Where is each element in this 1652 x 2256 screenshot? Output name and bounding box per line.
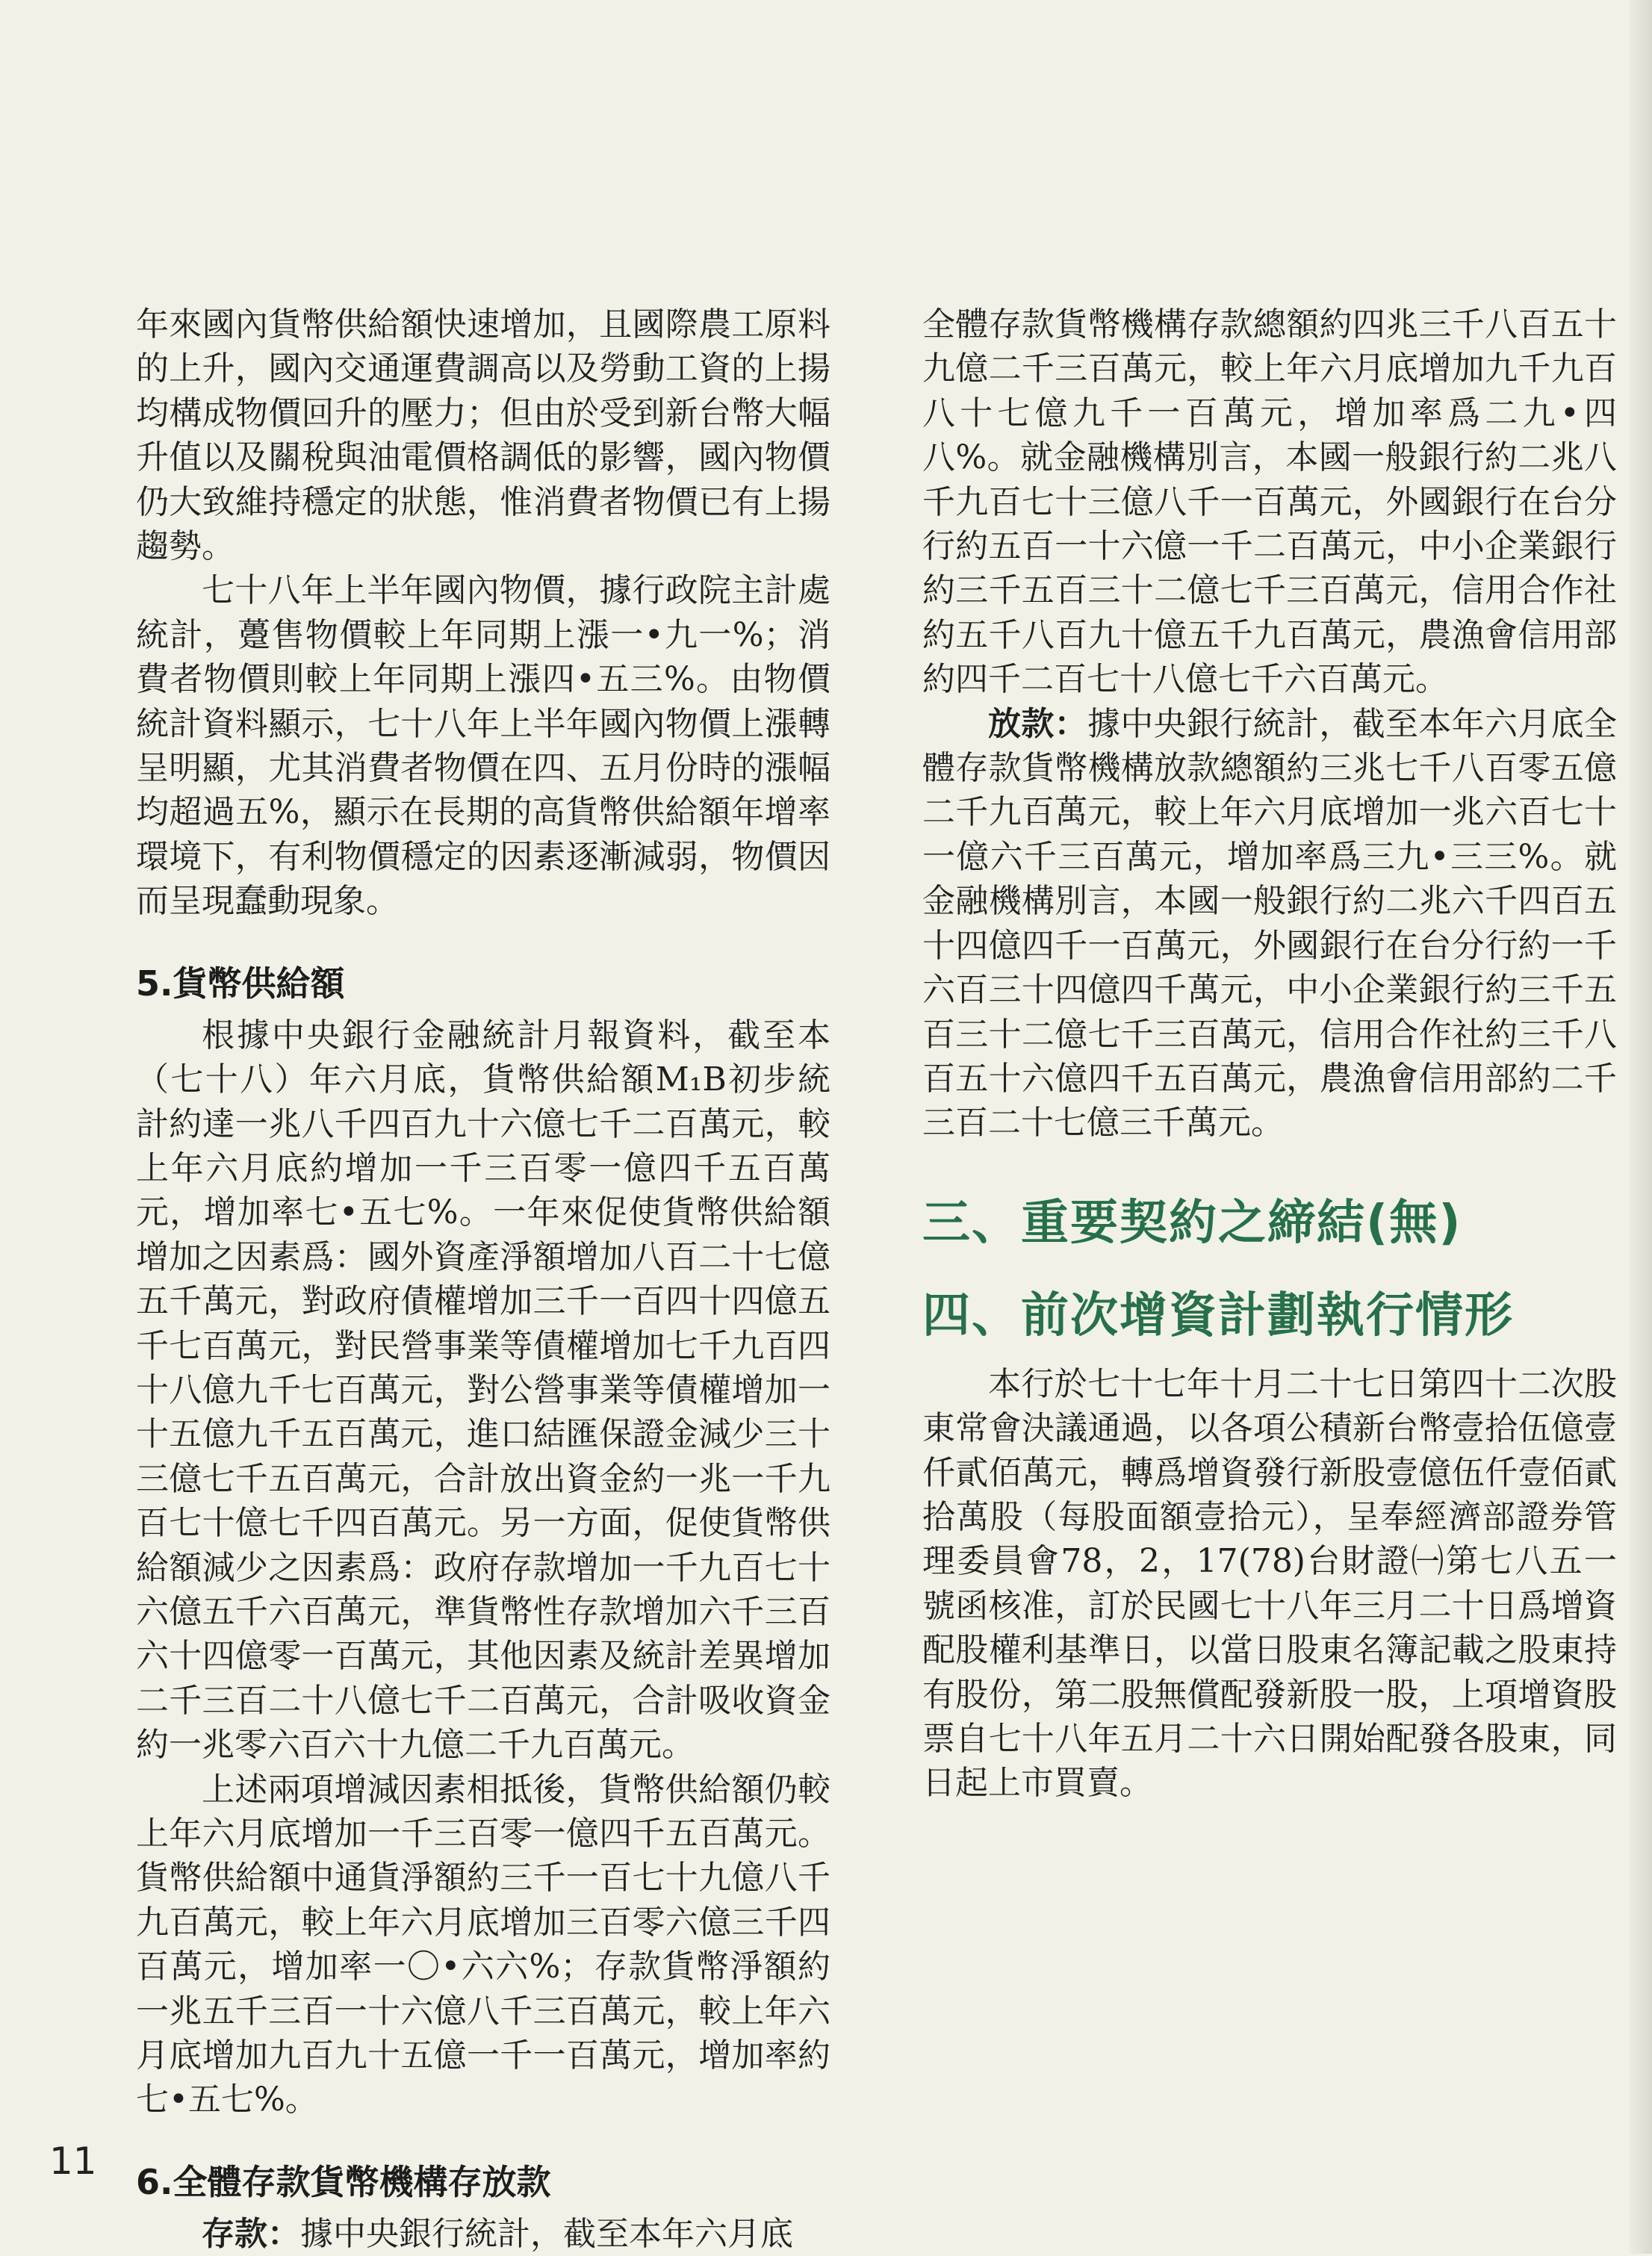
paragraph-money-supply-2: 上述兩項增減因素相抵後，貨幣供給額仍較上年六月底增加一千三百零一億四千五百萬元。貨幣供給額中通貨淨額約三千一百七十九億八千九百萬元，較上年六月底增加三百零六億三千四百萬元，增加率一〇•六六%；存款貨幣淨額約一兆五千三百一十六億八千三百萬元，較上年六月底增加九百九十五億一千一百萬元，增加率約七•五七%。 [136, 1770, 830, 2119]
section-heading-deposits-loans: 6.全體存款貨幣機構存放款 [136, 2161, 551, 2202]
chapter-heading-capital-increase: 四、前次增資計劃執行情形 [922, 1287, 1514, 1343]
paragraph-deposits-start [136, 2212, 830, 2256]
loans-text: 據中央銀行統計，截至本年六月底全體存款貨幣機構放款總額約三兆七千八百零五億二千九百萬元，較上年六月底增加一兆六百七十一億六千三百萬元，增加率爲三九•三三%。就金融機構別言，本國一般銀行約二兆六千四百五十四億四千一百萬元，外國銀行在台分行約一千六百三十四億四千萬元，中小企業銀行約三千五百三十二億七千三百萬元，信用合作社約三千八百五十六億四千五百萬元，農漁會信用部約二千三百二十七億三千萬元。 [922, 704, 1617, 1143]
page-edge-shadow [1630, 0, 1652, 2254]
right-column [922, 302, 1617, 1806]
deposits-text-start: 據中央銀行統計，截至本年六月底 [300, 2214, 793, 2253]
left-column [136, 302, 830, 2256]
loans-label: 放款： [988, 704, 1087, 743]
section-heading-money-supply: 5.貨幣供給額 [136, 963, 345, 1004]
paragraph-money-supply-1: 根據中央銀行金融統計月報資料，截至本（七十八）年六月底，貨幣供給額M₁B初步統計約達一兆八千四百九十六億七千二百萬元，較上年六月底約增加一千三百零一億四千五百萬元，增加率七•五七%。一年來促使貨幣供給額增加之因素爲：國外資產淨額增加八百二十七億五千萬元，對政府債權增加三千一百四十四億五千七百萬元，對民營事業等債權增加七千九百四十八億九千七百萬元，對公營事業等債權增加一十五億九千五百萬元，進口結匯保證金減少三十三億七千五百萬元，合計放出資金約一兆一千九百七十億七千四百萬元。另一方面，促使貨幣供給額減少之因素爲：政府存款增加一千九百七十六億五千六百萬元，準貨幣性存款增加六千三百六十四億零一百萬元，其他因素及統計差異增加二千三百二十八億七千二百萬元，合計吸收資金約一兆零六百六十九億二千九百萬元。 [136, 1016, 830, 1765]
chapter-heading-contracts: 三、重要契約之締結(無) [922, 1195, 1462, 1251]
deposits-label: 存款： [202, 2214, 300, 2253]
paragraph-loans [922, 702, 1617, 1146]
paragraph-prices: 七十八年上半年國內物價，據行政院主計處統計，躉售物價較上年同期上漲一•九一%；消費者物價則較上年同期上漲四•五三%。由物價統計資料顯示，七十八年上半年國內物價上漲轉呈明顯，尤其消費者物價在四、五月份時的漲幅均超過五%，顯示在長期的高貨幣供給額年增率環境下，有利物價穩定的因素逐漸減弱，物價因而呈現蠢動現象。 [136, 571, 830, 921]
paragraph-capital-increase: 本行於七十七年十月二十七日第四十二次股東常會決議通過，以各項公積新台幣壹拾伍億壹仟貳佰萬元，轉爲增資發行新股壹億伍仟壹佰貳拾萬股（每股面額壹拾元），呈奉經濟部證券管理委員會78，2，17(78)台財證㈠第七八五一號函核准，訂於民國七十八年三月二十日爲增資配股權利基準日，以當日股東名簿記載之股東持有股份，第二股無償配發新股一股，上項增資股票自七十八年五月二十六日開始配發各股東，同日起上市買賣。 [922, 1364, 1617, 1803]
paragraph-deposits-continued: 全體存款貨幣機構存款總額約四兆三千八百五十九億二千三百萬元，較上年六月底增加九千九百八十七億九千一百萬元，增加率爲二九•四八%。就金融機構別言，本國一般銀行約二兆八千九百七十三億八千一百萬元，外國銀行在台分行約五百一十六億一千二百萬元，中小企業銀行約三千五百三十二億七千三百萬元，信用合作社約五千八百九十億五千九百萬元，農漁會信用部約四千二百七十八億七千六百萬元。 [922, 305, 1617, 699]
paragraph-intro: 年來國內貨幣供給額快速增加，且國際農工原料的上升，國內交通運費調高以及勞動工資的上揚均構成物價回升的壓力；但由於受到新台幣大幅升值以及關稅與油電價格調低的影響，國內物價仍大致維持穩定的狀態，惟消費者物價已有上揚趨勢。 [136, 305, 830, 566]
page-number: 11 [49, 2140, 97, 2183]
